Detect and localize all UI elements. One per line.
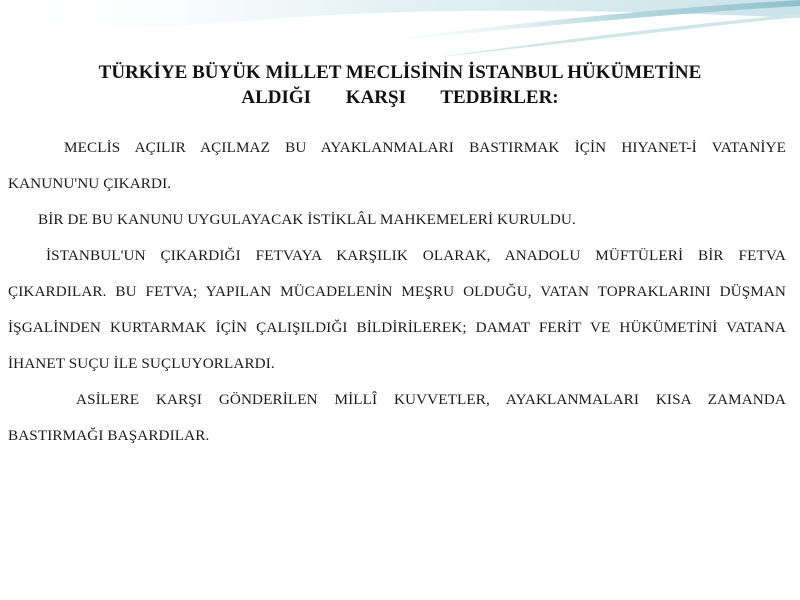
paragraph-4: ASİLERE KARŞI GÖNDERİLEN MİLLÎ KUVVETLER, AYAKLANMALARI KISA ZAMANDA BASTIRMAĞI BAŞARDILAR.: [8, 391, 786, 444]
slide-title: [0, 60, 800, 110]
paragraph-3: İSTANBUL'UN ÇIKARDIĞI FETVAYA KARŞILIK OLARAK, ANADOLU MÜFTÜLERİ BİR FETVA ÇIKARDILAR. BU FETVA; YAPILAN MÜCADELENİN MEŞRU OLDUĞU, VATAN TOPRAKLARINI DÜŞMAN İŞGALİNDEN KURTARMAK İÇİN ÇALIŞILDIĞI BİLDİRİLEREK; DAMAT FERİT VE HÜKÜMETİNİ VATANA İHANET SUÇU İLE SUÇLUYORLARDI.: [8, 247, 786, 372]
title-line-1: TÜRKİYE BÜYÜK MİLLET MECLİSİNİN İSTANBUL HÜKÜMETİNE: [98, 62, 702, 83]
paragraph-2: BİR DE BU KANUNU UYGULAYACAK İSTİKLÂL MAHKEMELERİ KURULDU.: [38, 211, 576, 228]
paragraph-1: MECLİS AÇILIR AÇILMAZ BU AYAKLANMALARI BASTIRMAK İÇİN HIYANET-İ VATANİYE KANUNU'NU ÇIKARDI.: [8, 139, 786, 192]
slide-body: [8, 130, 786, 454]
title-line-2: ALDIĞI KARŞI TEDBİRLER:: [241, 87, 559, 108]
